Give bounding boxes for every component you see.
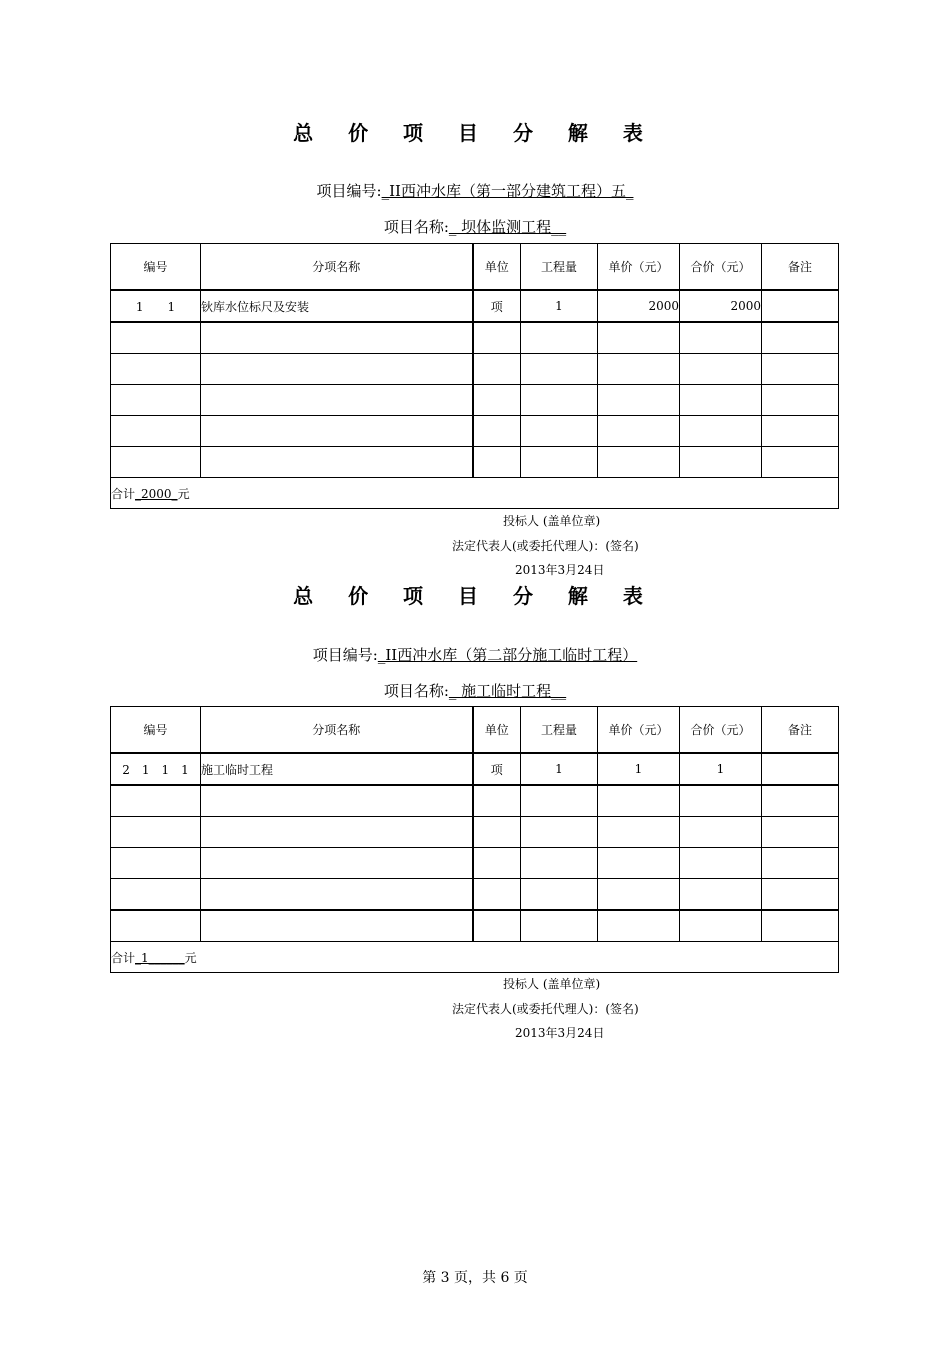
- header-cell: 工程量: [521, 244, 598, 291]
- total-value: _2000_: [135, 486, 178, 501]
- section-1-table: [110, 243, 839, 509]
- table-row: [111, 354, 839, 385]
- section-1-project-name: [0, 216, 950, 237]
- date-label: 2013年3月24日: [515, 1026, 605, 1040]
- section-1-title: 总 价 项 目 分 解 表: [293, 121, 657, 145]
- table-row: [111, 447, 839, 478]
- table-row: [111, 290, 839, 322]
- item-name: 施工临时工程: [201, 753, 473, 785]
- project-code-value: _II西冲水库（第一部分建筑工程）五_: [381, 182, 634, 200]
- project-name-value: _ 施工临时工程__: [448, 682, 567, 700]
- bidder-label: 投标人 (盖单位章): [503, 514, 601, 528]
- item-note: [762, 290, 839, 322]
- section-1-project-code: [0, 180, 950, 201]
- project-name-label: 项目名称:: [383, 682, 449, 700]
- table-row: [111, 753, 839, 785]
- header-cell: 合价（元）: [680, 244, 762, 291]
- project-code-value: _II西冲水库（第二部分施工临时工程）: [377, 646, 638, 664]
- header-cell: 编号: [111, 707, 201, 754]
- item-total-price: 2000: [680, 290, 762, 322]
- item-note: [762, 753, 839, 785]
- item-quantity: 1: [521, 753, 598, 785]
- item-number: 1 1: [111, 290, 201, 322]
- item-unit: 项: [473, 753, 521, 785]
- item-number: 2 1 1 1: [111, 753, 201, 785]
- project-name-label: 项目名称:: [383, 218, 449, 236]
- section-2-project-name: [0, 680, 950, 701]
- total-cell: [111, 478, 839, 509]
- header-cell: 单位: [473, 707, 521, 754]
- section-2-project-code: [0, 644, 950, 665]
- table-row: [111, 879, 839, 911]
- date-label: 2013年3月24日: [515, 563, 605, 577]
- header-cell: 备注: [762, 707, 839, 754]
- header-cell: 单价（元）: [598, 707, 680, 754]
- project-name-value: _ 坝体监测工程__: [448, 218, 567, 236]
- representative-label: 法定代表人(或委托代理人)：(签名): [452, 539, 639, 553]
- table-total-row: [111, 942, 839, 973]
- item-quantity: 1: [521, 290, 598, 322]
- table-header-row: [111, 244, 839, 291]
- section-2-title: 总 价 项 目 分 解 表: [293, 584, 657, 608]
- table-row: [111, 322, 839, 354]
- item-name: 钬库水位标尺及安装: [201, 290, 473, 322]
- total-unit: 元: [177, 486, 190, 501]
- project-code-label: 项目编号:: [316, 182, 382, 200]
- header-cell: 工程量: [521, 707, 598, 754]
- table-row: [111, 817, 839, 848]
- total-label: 合计: [111, 486, 136, 501]
- header-cell: 分项名称: [201, 244, 473, 291]
- project-code-label: 项目编号:: [312, 646, 378, 664]
- header-cell: 合价（元）: [680, 707, 762, 754]
- total-label: 合计: [111, 950, 136, 965]
- header-cell: 分项名称: [201, 707, 473, 754]
- representative-label: 法定代表人(或委托代理人)：(签名): [452, 1002, 639, 1016]
- header-cell: 备注: [762, 244, 839, 291]
- total-unit: 元: [184, 950, 197, 965]
- total-value: _1______: [135, 950, 185, 965]
- section-2-table: [110, 706, 839, 973]
- item-total-price: 1: [680, 753, 762, 785]
- header-cell: 单价（元）: [598, 244, 680, 291]
- bidder-label: 投标人 (盖单位章): [503, 977, 601, 991]
- table-total-row: [111, 478, 839, 509]
- item-unit-price: 1: [598, 753, 680, 785]
- table-row: [111, 848, 839, 879]
- table-row: [111, 910, 839, 942]
- page-footer: 第 3 页，共 6 页: [422, 1270, 528, 1286]
- table-row: [111, 416, 839, 447]
- table-header-row: [111, 707, 839, 754]
- item-unit: 项: [473, 290, 521, 322]
- header-cell: 单位: [473, 244, 521, 291]
- item-unit-price: 2000: [598, 290, 680, 322]
- total-cell: [111, 942, 839, 973]
- header-cell: 编号: [111, 244, 201, 291]
- table-row: [111, 385, 839, 416]
- table-row: [111, 785, 839, 817]
